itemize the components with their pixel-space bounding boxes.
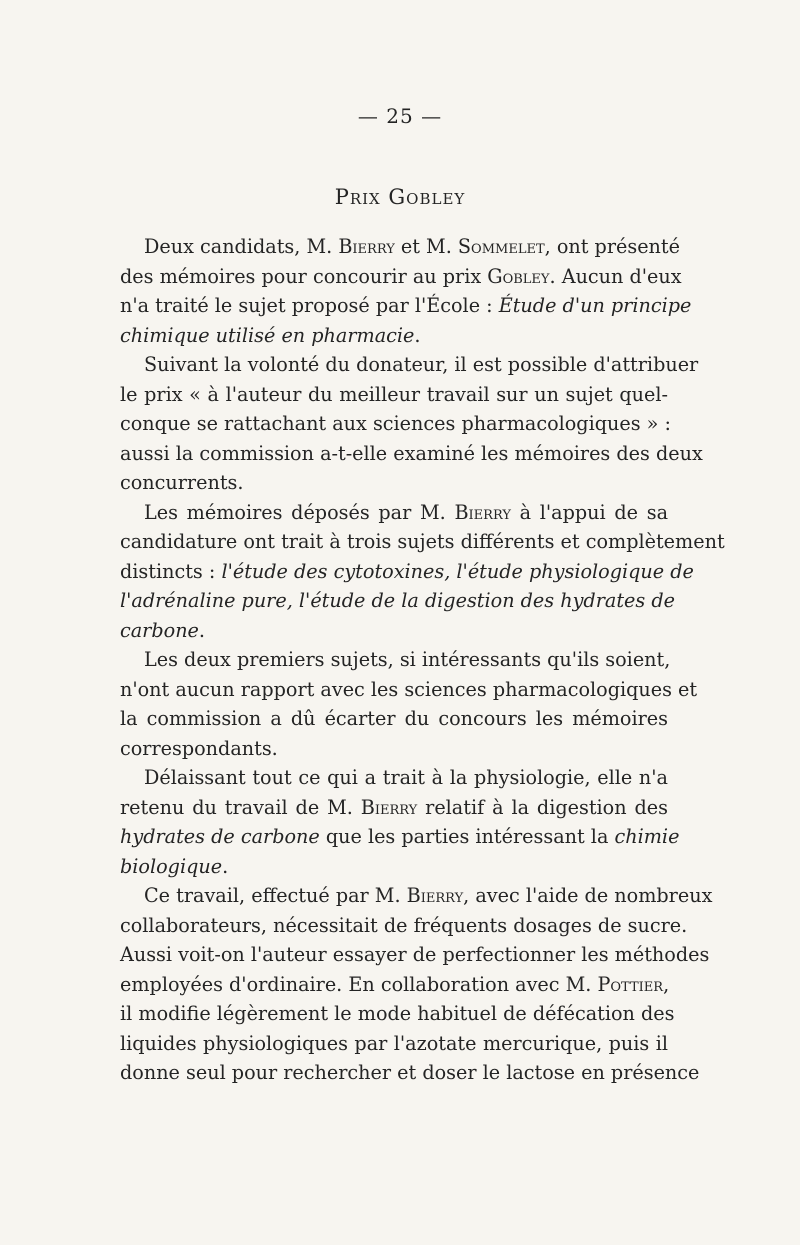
text-segment: conque se rattachant aux sciences pharmacologiques » : <box>120 412 671 435</box>
name-small-caps: Bierry <box>338 235 395 258</box>
text-line <box>120 232 680 262</box>
text-line <box>120 350 699 380</box>
name-small-caps: Gobley <box>487 264 550 288</box>
text-segment: . <box>414 323 421 347</box>
italic-text: biologique <box>120 854 223 878</box>
name-small-caps: Bierry <box>406 884 464 907</box>
text-segment: retenu du travail de M. <box>120 795 361 819</box>
text-line <box>120 911 688 941</box>
text-line <box>120 645 671 675</box>
text-line <box>120 527 725 557</box>
text-line <box>120 734 668 764</box>
text-segment: , <box>663 972 670 996</box>
text-segment: . <box>198 618 206 642</box>
text-segment: Les mémoires déposés par M. <box>144 500 455 524</box>
text-line <box>120 498 668 528</box>
text-segment: la commission a dû écarter du concours les mémoires <box>120 707 668 730</box>
text-segment: n'a traité le sujet proposé par l'École : <box>120 294 499 317</box>
text-line <box>120 262 682 292</box>
italic-text: l'adrénaline pure, l'étude de la digestion des hydrates de <box>120 589 675 612</box>
body-text <box>120 232 725 1088</box>
text-segment: à l'appui de sa <box>510 500 669 524</box>
text-line <box>120 822 680 852</box>
text-segment: liquides physiologiques par l'azotate mercurique, puis il <box>120 1031 668 1055</box>
text-segment: , ont présenté <box>544 235 680 258</box>
name-small-caps: Sommelet <box>457 235 545 258</box>
text-segment: aussi la commission a-t-elle examiné les mémoires des deux <box>120 441 703 465</box>
italic-text: carbone <box>120 618 199 642</box>
text-segment: des mémoires pour concourir au prix <box>120 264 488 288</box>
text-segment: Deux candidats, M. <box>144 235 339 258</box>
text-line <box>120 409 671 439</box>
text-segment: Délaissant tout ce qui a trait à la physiologie, elle n'a <box>144 766 668 789</box>
text-segment: Suivant la volonté du donateur, il est possible d'attribuer <box>144 353 699 376</box>
text-line <box>120 852 668 882</box>
text-line <box>120 468 668 498</box>
text-segment: distincts : <box>120 559 222 583</box>
italic-text: chimie <box>614 825 680 848</box>
text-line <box>120 586 675 616</box>
italic-text: Étude d'un principe <box>498 294 692 317</box>
text-segment: correspondants. <box>120 736 278 760</box>
text-segment: collaborateurs, nécessitait de fréquents dosages de sucre. <box>120 913 688 937</box>
text-segment: n'ont aucun rapport avec les sciences pharmacologiques et <box>120 677 698 701</box>
text-segment: Ce travail, effectué par M. <box>144 884 407 907</box>
text-line <box>120 881 713 911</box>
text-segment: Aussi voit-on l'auteur essayer de perfectionner les méthodes <box>120 943 710 966</box>
text-segment: relatif à la digestion des <box>417 795 668 819</box>
text-line <box>120 616 668 646</box>
text-segment: le prix « à l'auteur du meilleur travail sur un sujet quel- <box>120 382 668 406</box>
text-line <box>120 291 692 321</box>
text-line <box>120 1029 668 1059</box>
text-line <box>120 557 694 587</box>
text-line <box>120 970 668 1000</box>
text-segment: que les parties intéressant la <box>319 825 615 848</box>
text-line <box>120 380 668 410</box>
italic-text: chimique utilisé en pharmacie <box>120 323 415 347</box>
text-line <box>120 675 698 705</box>
text-line <box>120 1058 700 1088</box>
text-segment: . <box>222 854 229 878</box>
text-segment: il modifie légèrement le mode habituel de défécation des <box>120 1002 675 1025</box>
italic-text: l'étude des cytotoxines, l'étude physiologique de <box>221 559 694 583</box>
text-line <box>120 439 703 469</box>
text-segment: et M. <box>394 235 458 258</box>
name-small-caps: Bierry <box>454 500 511 524</box>
text-line <box>120 704 668 734</box>
text-segment: donne seul pour rechercher et doser le lactose en présence <box>120 1061 700 1084</box>
text-line <box>120 940 710 970</box>
text-segment: candidature ont trait à trois sujets différents et complètement <box>120 530 725 553</box>
text-line <box>120 321 668 351</box>
italic-text: hydrates de carbone <box>120 825 320 848</box>
text-segment: . Aucun d'eux <box>549 264 682 288</box>
section-heading: Prix Gobley <box>334 185 466 209</box>
text-segment: , avec l'aide de nombreux <box>463 884 713 907</box>
text-line <box>120 999 675 1029</box>
text-line <box>120 763 668 793</box>
text-line <box>120 793 668 823</box>
text-segment: employées d'ordinaire. En collaboration avec M. <box>120 972 598 996</box>
name-small-caps: Pottier <box>597 972 664 996</box>
text-segment: Les deux premiers sujets, si intéressants qu'ils soient, <box>144 648 671 671</box>
page-number: — 25 — <box>357 104 443 128</box>
text-segment: concurrents. <box>120 471 244 494</box>
name-small-caps: Bierry <box>360 795 418 819</box>
